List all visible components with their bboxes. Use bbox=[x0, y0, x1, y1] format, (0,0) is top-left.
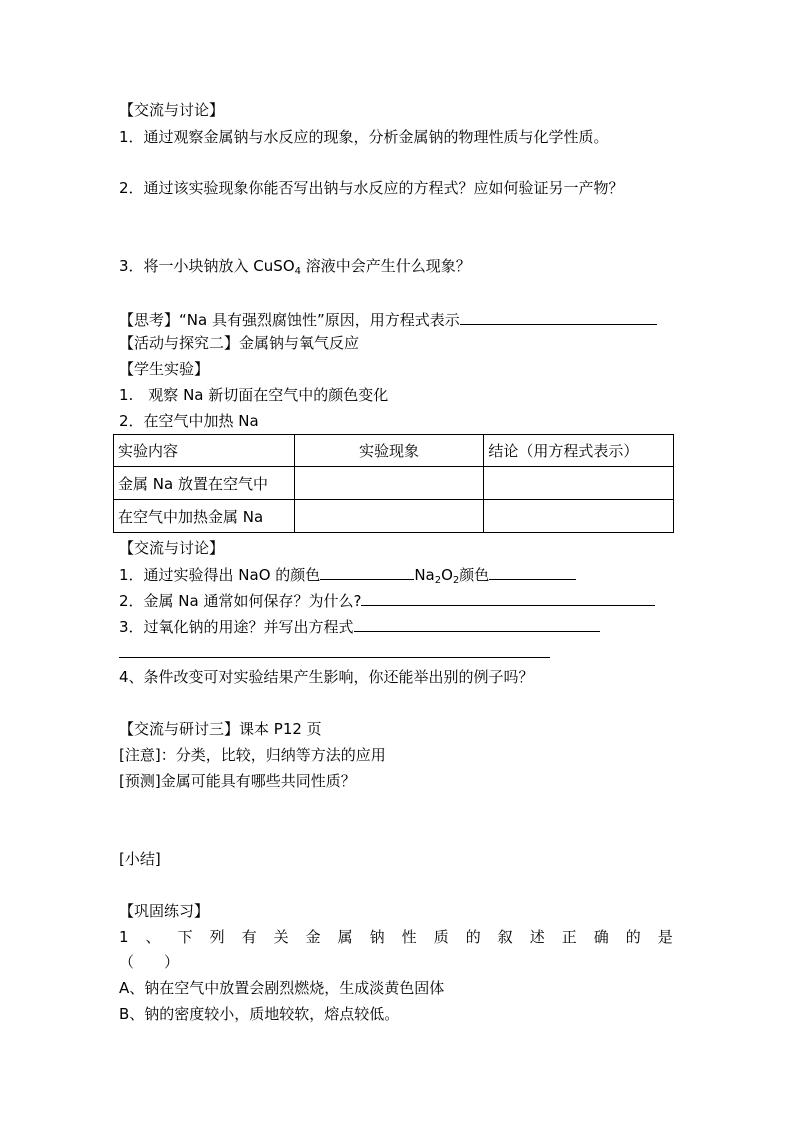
table-cell[interactable] bbox=[484, 500, 674, 533]
question-char: 的 bbox=[625, 928, 641, 946]
practice-heading: 【巩固练习】 bbox=[119, 902, 210, 920]
table-header-row bbox=[114, 435, 674, 467]
summary-label: [小结] bbox=[119, 850, 161, 868]
answer-parentheses[interactable]: （ ） bbox=[119, 953, 180, 971]
question-text: 颜色 bbox=[459, 566, 490, 584]
question-char: 金 bbox=[305, 928, 321, 946]
option-b[interactable]: B、钠的密度较小，质地较软，熔点较低。 bbox=[119, 1005, 400, 1023]
option-a[interactable]: A、钠在空气中放置会剧烈燃烧，生成淡黄色固体 bbox=[119, 979, 445, 997]
table-header-cell: 实验内容 bbox=[114, 435, 295, 467]
question-char: 、 bbox=[145, 928, 161, 946]
prediction-line: [预测]金属可能具有哪些共同性质？ bbox=[119, 772, 356, 790]
question-text: 1．通过实验得出 NaO 的颜色 bbox=[119, 566, 321, 584]
discussion-heading-1: 【交流与讨论】 bbox=[119, 101, 225, 119]
question-char: 钠 bbox=[369, 928, 385, 946]
note-line: [注意]：分类，比较，归纳等方法的应用 bbox=[119, 746, 386, 764]
answer-blank[interactable] bbox=[489, 564, 576, 580]
question-2: 2．通过该实验现象你能否写出钠与水反应的方程式？应如何验证另一产物？ bbox=[119, 179, 624, 197]
question-3-subscript: 4 bbox=[294, 266, 301, 277]
table-cell[interactable] bbox=[484, 467, 674, 500]
question-char: 列 bbox=[209, 928, 225, 946]
experiment-step-2: 2．在空气中加热 Na bbox=[119, 412, 259, 430]
formula-na: Na bbox=[414, 566, 435, 584]
discussion-question-4: 4、条件改变可对实验结果产生影响，你还能举出别的例子吗？ bbox=[119, 668, 534, 686]
table-row bbox=[114, 500, 674, 533]
discussion-question-1 bbox=[119, 564, 576, 591]
discussion-3-heading: 【交流与研讨三】课本 P12 页 bbox=[119, 720, 322, 738]
formula-subscript: 2 bbox=[452, 575, 460, 586]
discussion-question-3 bbox=[119, 616, 600, 637]
question-1-spread-text bbox=[119, 927, 673, 947]
question-char: 质 bbox=[433, 928, 449, 946]
question-3-text-a: 3．将一小块钠放入 CuSO bbox=[119, 257, 295, 275]
practice-question-1 bbox=[119, 927, 673, 947]
question-char: 1 bbox=[119, 928, 129, 946]
question-char: 叙 bbox=[497, 928, 513, 946]
answer-line bbox=[119, 642, 550, 663]
experiment-step-1: 1. 观察 Na 新切面在空气中的颜色变化 bbox=[119, 386, 389, 404]
question-3-text-b: 溶液中会产生什么现象？ bbox=[301, 257, 471, 275]
question-char: 下 bbox=[177, 928, 193, 946]
answer-blank[interactable] bbox=[460, 309, 657, 325]
question-char: 关 bbox=[273, 928, 289, 946]
question-char: 是 bbox=[657, 928, 673, 946]
activity-2-heading: 【活动与探究二】金属钠与氧气反应 bbox=[119, 334, 360, 352]
formula-o: O bbox=[441, 566, 453, 584]
table-row bbox=[114, 467, 674, 500]
table-cell[interactable] bbox=[294, 467, 484, 500]
think-line bbox=[119, 309, 657, 330]
question-text: 2．金属 Na 通常如何保存？为什么? bbox=[119, 592, 362, 610]
answer-blank[interactable] bbox=[119, 642, 550, 658]
question-char: 正 bbox=[561, 928, 577, 946]
table-header-cell: 结论（用方程式表示） bbox=[484, 435, 674, 467]
answer-blank[interactable] bbox=[354, 616, 600, 632]
experiment-table bbox=[113, 434, 674, 533]
think-text: 【思考】“Na 具有强烈腐蚀性”原因，用方程式表示 bbox=[119, 311, 460, 329]
question-1: 1．通过观察金属钠与水反应的现象，分析金属钠的物理性质与化学性质。 bbox=[119, 128, 609, 146]
question-char: 属 bbox=[337, 928, 353, 946]
table-cell: 在空气中加热金属 Na bbox=[114, 500, 295, 533]
discussion-heading-2: 【交流与讨论】 bbox=[119, 539, 225, 557]
answer-blank[interactable] bbox=[320, 564, 414, 580]
table-header-cell: 实验现象 bbox=[294, 435, 484, 467]
question-char: 述 bbox=[529, 928, 545, 946]
student-experiment-heading: 【学生实验】 bbox=[119, 360, 210, 378]
discussion-question-2 bbox=[119, 590, 655, 611]
question-char: 有 bbox=[241, 928, 257, 946]
question-text: 3．过氧化钠的用途？并写出方程式 bbox=[119, 618, 354, 636]
question-3 bbox=[119, 256, 471, 282]
question-char: 确 bbox=[593, 928, 609, 946]
table-cell: 金属 Na 放置在空气中 bbox=[114, 467, 295, 500]
answer-blank[interactable] bbox=[361, 590, 655, 606]
question-char: 的 bbox=[465, 928, 481, 946]
formula-subscript: 2 bbox=[434, 575, 442, 586]
question-char: 性 bbox=[401, 928, 417, 946]
table-cell[interactable] bbox=[294, 500, 484, 533]
